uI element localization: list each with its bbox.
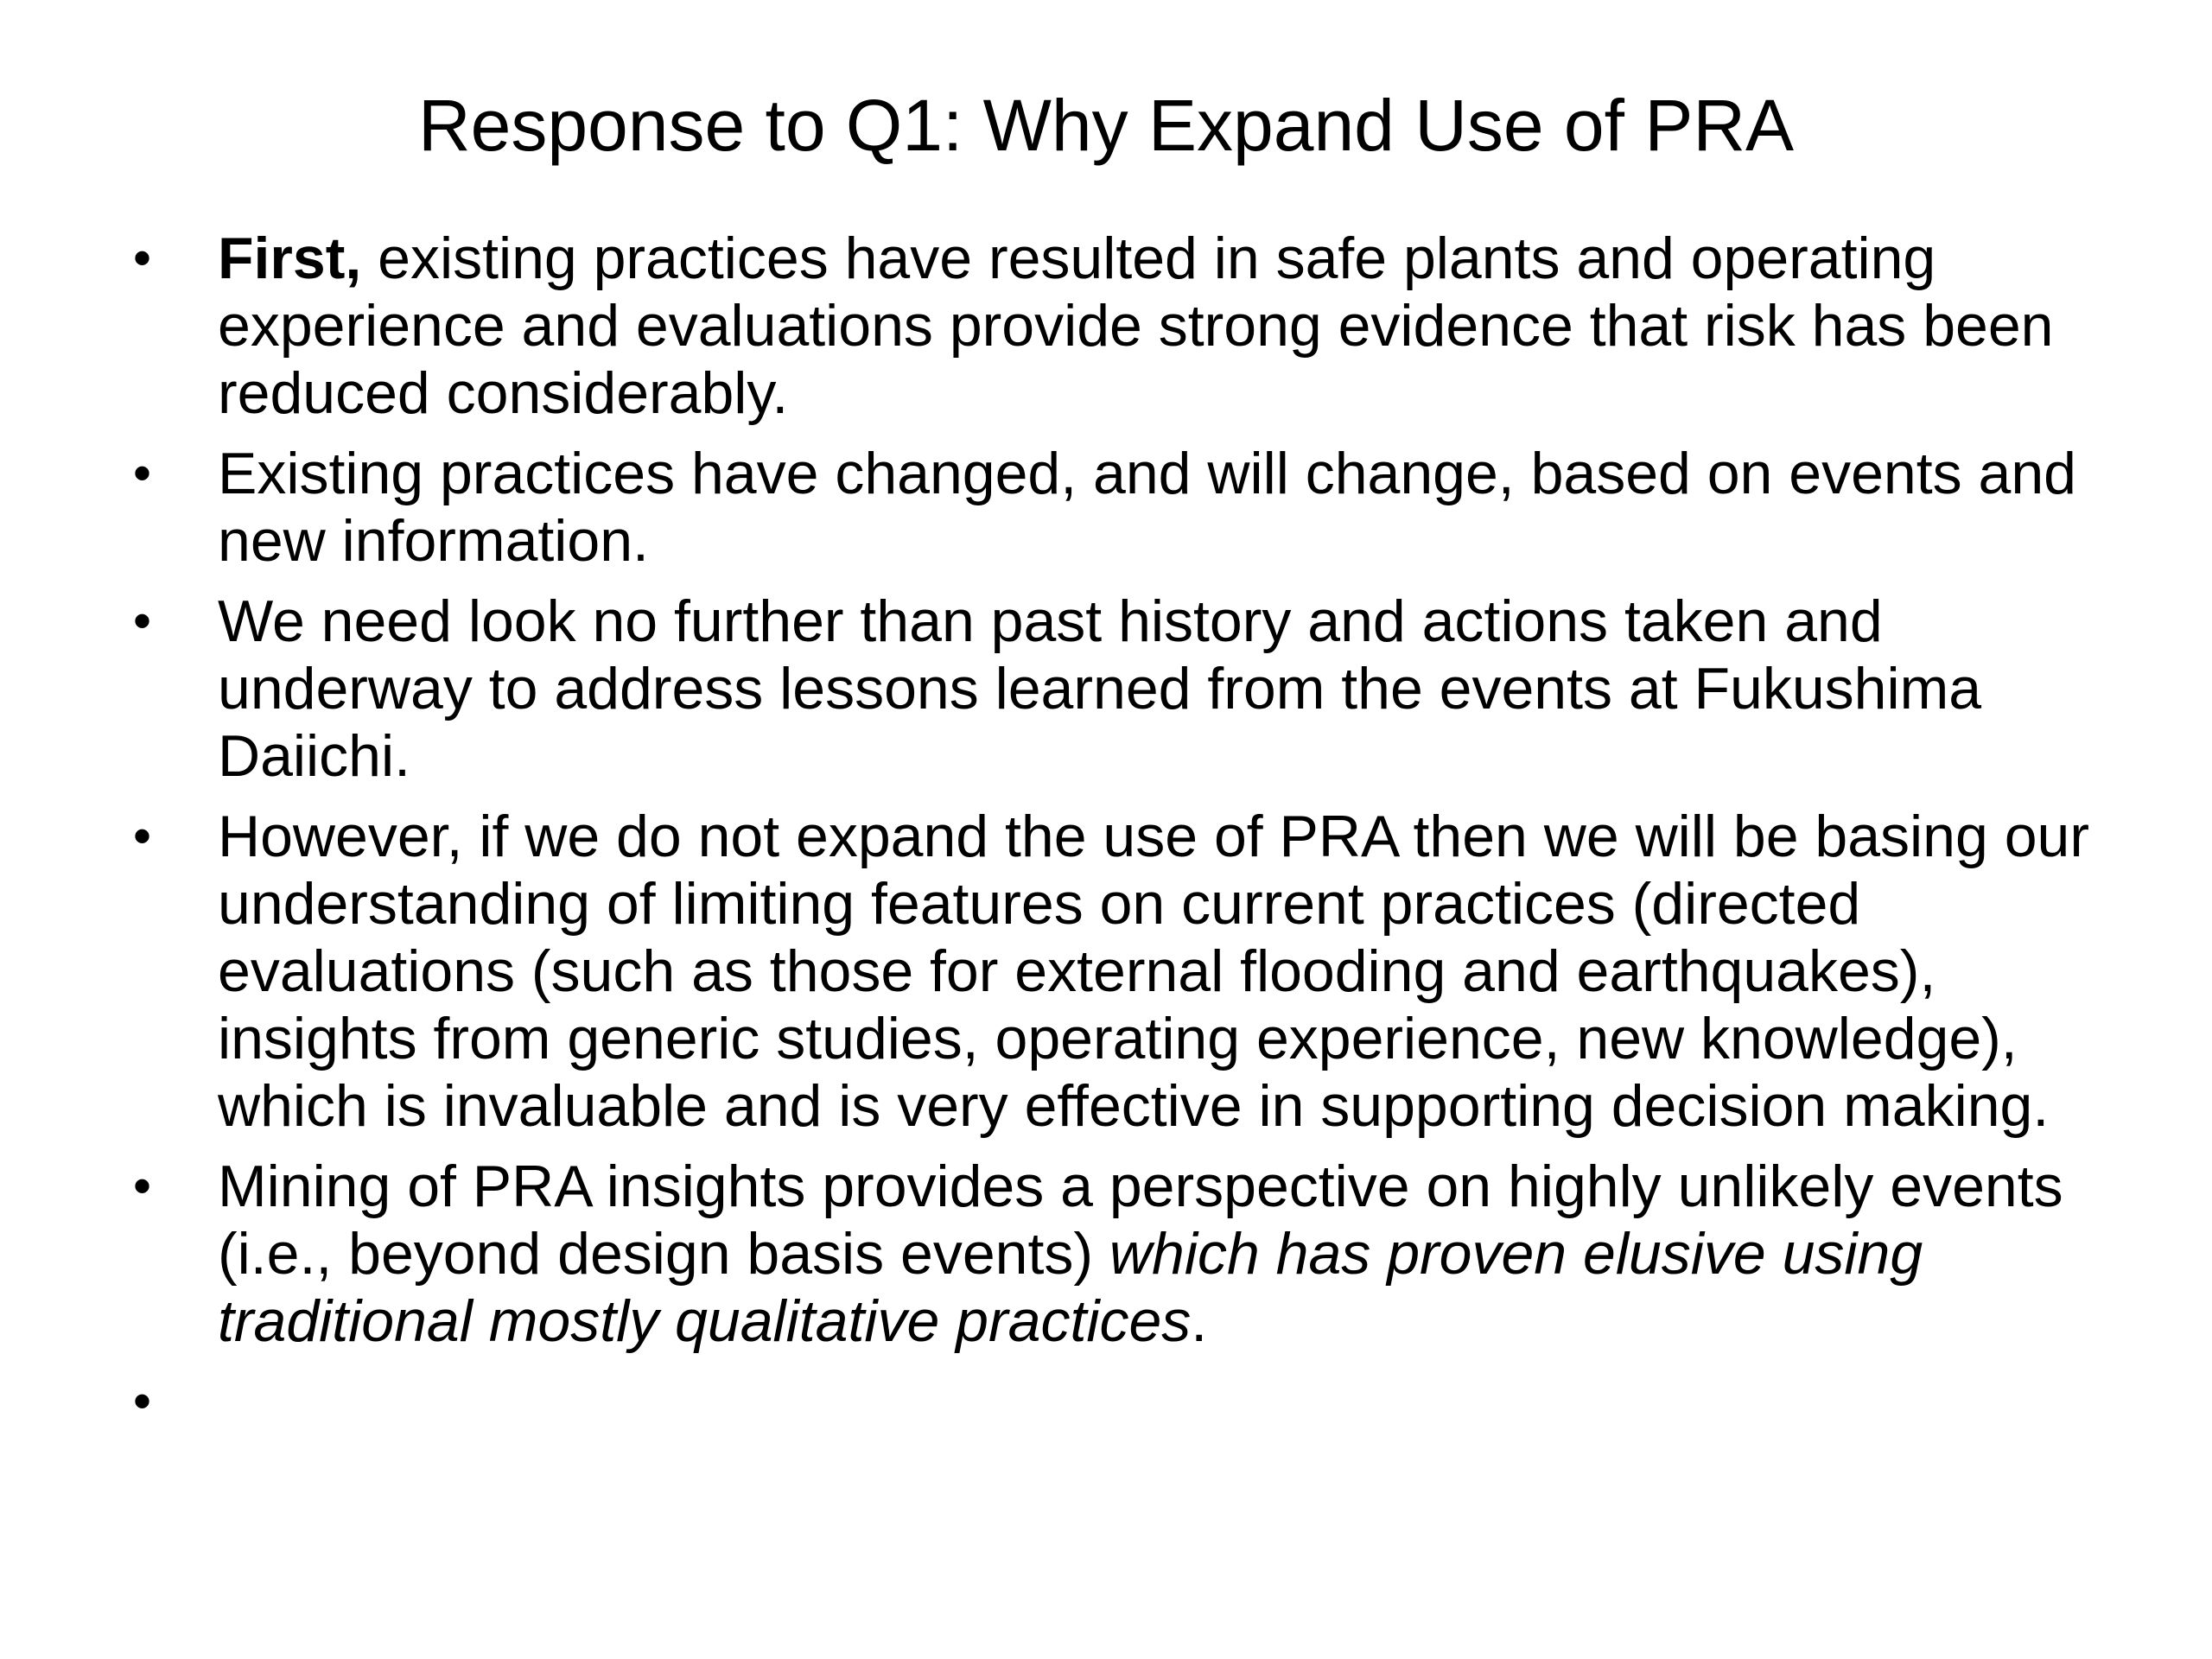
slide-title: Response to Q1: Why Expand Use of PRA — [417, 85, 1795, 166]
bullet-icon: • — [133, 229, 152, 287]
bullet-4-text: However, if we do not expand the use of PRA then we will be basing our understanding of limiting features on current practices (directed evaluations (such as those for external flooding and earthquakes), insights from generic studies, operating experience, new knowledge), which is invaluable and is very effective in supporting decision making. — [218, 804, 2089, 1139]
bullet-5-end: . — [1191, 1288, 1208, 1354]
bullet-list — [130, 225, 2117, 1448]
bullet-1-text: existing practices have resulted in safe plants and operating experience and evaluations provide strong evidence that risk has been reduced considerably. — [218, 226, 2054, 426]
bullet-5-italic-text: which has proven elusive using traditional mostly qualitative practices — [218, 1221, 1923, 1354]
bullet-item-5 — [130, 1153, 2117, 1355]
bullet-item-1 — [130, 225, 2117, 427]
bullet-item-6-empty — [130, 1368, 2117, 1435]
bullet-icon: • — [133, 592, 152, 650]
bullet-item-2 — [130, 440, 2117, 575]
bullet-icon: • — [133, 444, 152, 502]
bullet-item-3 — [130, 588, 2117, 790]
bullet-2-text: Existing practices have changed, and will change, based on events and new information. — [218, 441, 2076, 574]
bullet-icon: • — [133, 807, 152, 865]
bullet-1-lead: First, — [218, 226, 362, 291]
bullet-icon: • — [133, 1157, 152, 1215]
bullet-icon: • — [133, 1372, 152, 1430]
bullet-5-text: Mining of PRA insights provides a perspective on highly unlikely events (i.e., beyond design basis events) — [218, 1154, 2063, 1287]
bullet-3-text: We need look no further than past history and actions taken and underway to address lessons learned from the events at Fukushima Daiichi. — [218, 588, 1982, 789]
bullet-item-4 — [130, 803, 2117, 1140]
